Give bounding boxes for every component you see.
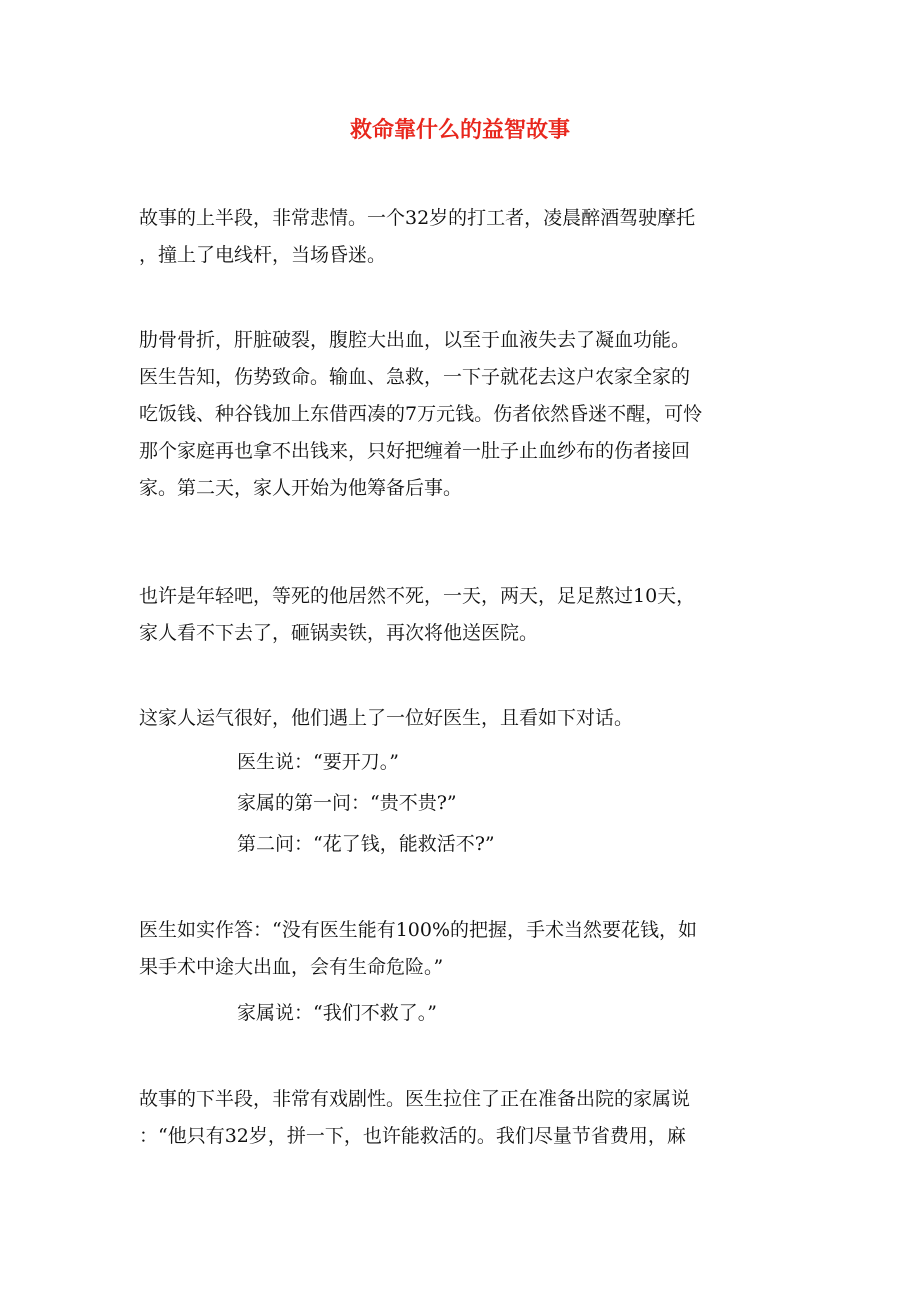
paragraph-line: 吃饭钱、种谷钱加上东借西凑的7万元钱。伤者依然昏迷不醒，可怜 [139, 403, 703, 425]
paragraph-2 [139, 322, 779, 507]
paragraph-line: ，撞上了电线杆，当场昏迷。 [139, 244, 387, 266]
paragraph-3 [139, 578, 779, 652]
paragraph-line: 那个家庭再也拿不出钱来，只好把缠着一肚子止血纱布的伤者接回 [139, 440, 691, 462]
dialog-line-family-q2: 第二问：“花了钱，能救活不?” [237, 833, 495, 855]
paragraph-line: 果手术中途大出血，会有生命危险。” [139, 956, 444, 978]
paragraph-line: 故事的下半段，非常有戏剧性。医生拉住了正在准备出院的家属说 [139, 1088, 691, 1110]
paragraph-5 [139, 912, 779, 986]
paragraph-line: 医生告知，伤势致命。输血、急救，一下子就花去这户农家全家的 [139, 366, 691, 388]
paragraph-line: 肋骨骨折，肝脏破裂，腹腔大出血，以至于血液失去了凝血功能。 [139, 329, 691, 351]
dialog-line-family-q1: 家属的第一问：“贵不贵?” [237, 792, 457, 814]
paragraph-line: 医生如实作答：“没有医生能有100%的把握，手术当然要花钱，如 [139, 919, 698, 941]
paragraph-line: 故事的上半段，非常悲情。一个32岁的打工者，凌晨醉酒驾驶摩托 [139, 207, 696, 229]
dialog-line-doctor: 医生说：“要开刀。” [237, 751, 399, 773]
paragraph-line: 家。第二天，家人开始为他筹备后事。 [139, 477, 463, 499]
dialog-line-family-answer: 家属说：“我们不救了。” [237, 1002, 437, 1024]
paragraph-line: 这家人运气很好，他们遇上了一位好医生，且看如下对话。 [139, 707, 634, 729]
paragraph-line: 家人看不下去了，砸锅卖铁，再次将他送医院。 [139, 622, 539, 644]
paragraph-1 [139, 200, 779, 274]
paragraph-6 [139, 1081, 779, 1155]
document-title: 救命靠什么的益智故事 [349, 117, 570, 143]
paragraph-line: 也许是年轻吧，等死的他居然不死，一天，两天，足足熬过10天， [139, 585, 696, 607]
paragraph-line: ：“他只有32岁，拼一下，也许能救活的。我们尽量节省费用，麻 [139, 1125, 686, 1147]
paragraph-4 [139, 700, 779, 737]
